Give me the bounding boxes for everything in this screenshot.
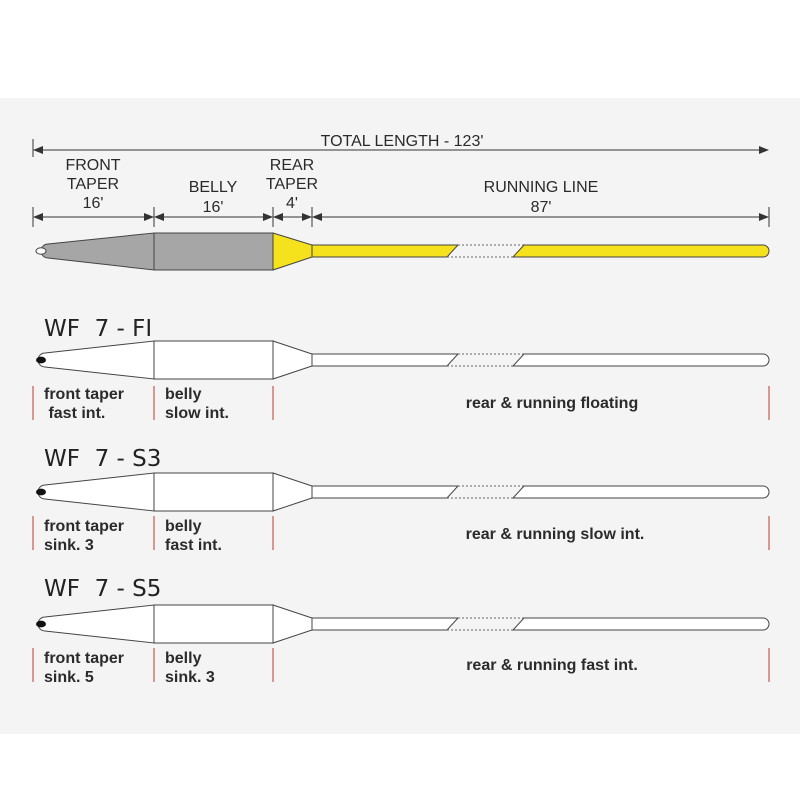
belly-segment [154, 233, 273, 270]
running-line-segment-left [312, 245, 458, 257]
rear-running-material: rear & running floating [465, 395, 639, 412]
belly-material-2: slow int. [165, 405, 229, 422]
belly-outline [154, 605, 273, 643]
running-line-outline-left [312, 618, 458, 630]
loop-eye [36, 489, 46, 496]
belly-material-2: fast int. [165, 537, 222, 554]
model-title: WF 7 - S3 [44, 446, 162, 472]
running-line-segment-right [513, 245, 769, 257]
rear-taper-label-1: REAR [269, 157, 315, 174]
belly-outline [154, 341, 273, 379]
running-line-outline-right [513, 486, 769, 498]
front-taper-material-1: front taper [44, 386, 124, 403]
running-line-outline-left [312, 354, 458, 366]
front-taper-material-1: front taper [44, 518, 124, 535]
running-line-length: 87' [530, 199, 552, 216]
loop-eye [36, 357, 46, 364]
running-line-outline-right [513, 618, 769, 630]
running-line-outline-left [312, 486, 458, 498]
belly-length: 16' [202, 199, 224, 216]
front-taper-material-1: front taper [44, 650, 124, 667]
front-taper-material-2: sink. 3 [44, 537, 94, 554]
loop-eye [36, 248, 46, 254]
model-title: WF 7 - S5 [44, 576, 162, 602]
total-length-label: TOTAL LENGTH - 123' [320, 133, 484, 150]
belly-label: BELLY [188, 179, 238, 196]
rear-running-material: rear & running fast int. [466, 657, 638, 674]
front-taper-label-1: FRONT [65, 157, 121, 174]
rear-taper-length: 4' [286, 195, 298, 212]
belly-material-2: sink. 3 [165, 669, 215, 686]
front-taper-label-2: TAPER [66, 176, 120, 193]
belly-material-1: belly [165, 386, 202, 403]
rear-taper-label-2: TAPER [265, 176, 319, 193]
running-line-outline-right [513, 354, 769, 366]
front-taper-material-2: sink. 5 [44, 669, 94, 686]
front-taper-length: 16' [82, 195, 104, 212]
model-title: WF 7 - FI [44, 316, 153, 342]
running-line-label: RUNNING LINE [483, 179, 599, 196]
loop-eye [36, 621, 46, 628]
belly-material-1: belly [165, 650, 202, 667]
belly-outline [154, 473, 273, 511]
belly-material-1: belly [165, 518, 202, 535]
rear-running-material: rear & running slow int. [465, 526, 645, 543]
front-taper-material-2: fast int. [44, 405, 106, 422]
